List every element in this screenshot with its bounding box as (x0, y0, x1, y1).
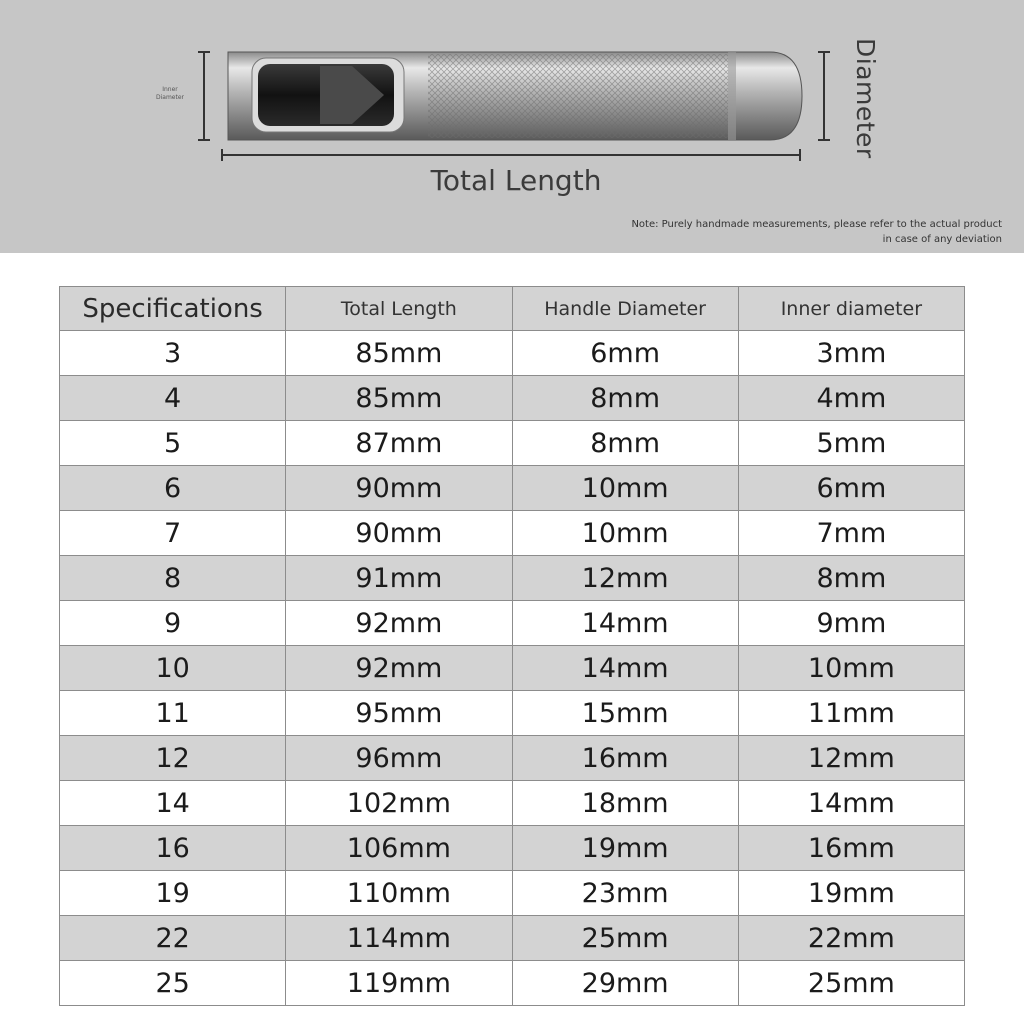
header-specifications: Specifications (60, 287, 286, 331)
cell-specification: 25 (60, 961, 286, 1006)
cell-total-length: 85mm (286, 376, 512, 421)
table-row (60, 961, 965, 1006)
header-total-length: Total Length (286, 287, 512, 331)
cell-specification: 19 (60, 871, 286, 916)
table-row (60, 511, 965, 556)
cell-specification: 7 (60, 511, 286, 556)
cell-total-length: 92mm (286, 601, 512, 646)
table-row (60, 826, 965, 871)
table-row (60, 376, 965, 421)
note-line-2: in case of any deviation (882, 234, 1002, 245)
cell-inner-diameter: 7mm (738, 511, 964, 556)
table-row (60, 916, 965, 961)
cell-specification: 22 (60, 916, 286, 961)
cell-specification: 3 (60, 331, 286, 376)
cell-specification: 16 (60, 826, 286, 871)
measurement-note (562, 217, 1002, 247)
cell-handle-diameter: 14mm (512, 601, 738, 646)
cell-handle-diameter: 8mm (512, 421, 738, 466)
cell-total-length: 102mm (286, 781, 512, 826)
cell-inner-diameter: 25mm (738, 961, 964, 1006)
cell-specification: 9 (60, 601, 286, 646)
table-row (60, 736, 965, 781)
cell-total-length: 114mm (286, 916, 512, 961)
product-banner (0, 0, 1024, 253)
cell-specification: 5 (60, 421, 286, 466)
cell-total-length: 85mm (286, 331, 512, 376)
cell-inner-diameter: 19mm (738, 871, 964, 916)
header-handle-diameter: Handle Diameter (512, 287, 738, 331)
table-row (60, 871, 965, 916)
cell-total-length: 87mm (286, 421, 512, 466)
table-row (60, 601, 965, 646)
cell-total-length: 119mm (286, 961, 512, 1006)
table-row (60, 781, 965, 826)
cell-handle-diameter: 19mm (512, 826, 738, 871)
cell-total-length: 110mm (286, 871, 512, 916)
cell-specification: 12 (60, 736, 286, 781)
cell-handle-diameter: 29mm (512, 961, 738, 1006)
cell-total-length: 95mm (286, 691, 512, 736)
cell-inner-diameter: 14mm (738, 781, 964, 826)
cell-inner-diameter: 9mm (738, 601, 964, 646)
cell-inner-diameter: 4mm (738, 376, 964, 421)
cell-total-length: 96mm (286, 736, 512, 781)
specifications-table (59, 286, 965, 1006)
cell-specification: 8 (60, 556, 286, 601)
cell-handle-diameter: 25mm (512, 916, 738, 961)
inner-diameter-label: Inner Diameter (155, 86, 184, 101)
cell-handle-diameter: 23mm (512, 871, 738, 916)
cell-specification: 10 (60, 646, 286, 691)
cell-specification: 11 (60, 691, 286, 736)
table-row (60, 691, 965, 736)
cell-inner-diameter: 10mm (738, 646, 964, 691)
header-inner-diameter: Inner diameter (738, 287, 964, 331)
note-line-1: Note: Purely handmade measurements, please refer to the actual product (631, 219, 1002, 230)
table-body (60, 331, 965, 1006)
cell-inner-diameter: 3mm (738, 331, 964, 376)
cell-handle-diameter: 18mm (512, 781, 738, 826)
cell-inner-diameter: 11mm (738, 691, 964, 736)
cell-inner-diameter: 22mm (738, 916, 964, 961)
table-header-row (60, 287, 965, 331)
cell-total-length: 90mm (286, 466, 512, 511)
cell-specification: 4 (60, 376, 286, 421)
cell-inner-diameter: 5mm (738, 421, 964, 466)
diameter-label: Diameter (851, 38, 880, 159)
cell-inner-diameter: 8mm (738, 556, 964, 601)
cell-specification: 6 (60, 466, 286, 511)
cell-total-length: 106mm (286, 826, 512, 871)
cell-total-length: 90mm (286, 511, 512, 556)
cell-handle-diameter: 6mm (512, 331, 738, 376)
cell-total-length: 92mm (286, 646, 512, 691)
cell-handle-diameter: 15mm (512, 691, 738, 736)
cell-handle-diameter: 14mm (512, 646, 738, 691)
cell-inner-diameter: 6mm (738, 466, 964, 511)
cell-handle-diameter: 10mm (512, 466, 738, 511)
table-row (60, 646, 965, 691)
table-row (60, 466, 965, 511)
cell-inner-diameter: 16mm (738, 826, 964, 871)
table-row (60, 421, 965, 466)
total-length-label: Total Length (430, 164, 602, 197)
table-row (60, 331, 965, 376)
cell-handle-diameter: 10mm (512, 511, 738, 556)
table-row (60, 556, 965, 601)
cell-handle-diameter: 8mm (512, 376, 738, 421)
cell-inner-diameter: 12mm (738, 736, 964, 781)
cell-handle-diameter: 16mm (512, 736, 738, 781)
cell-handle-diameter: 12mm (512, 556, 738, 601)
cell-total-length: 91mm (286, 556, 512, 601)
cell-specification: 14 (60, 781, 286, 826)
